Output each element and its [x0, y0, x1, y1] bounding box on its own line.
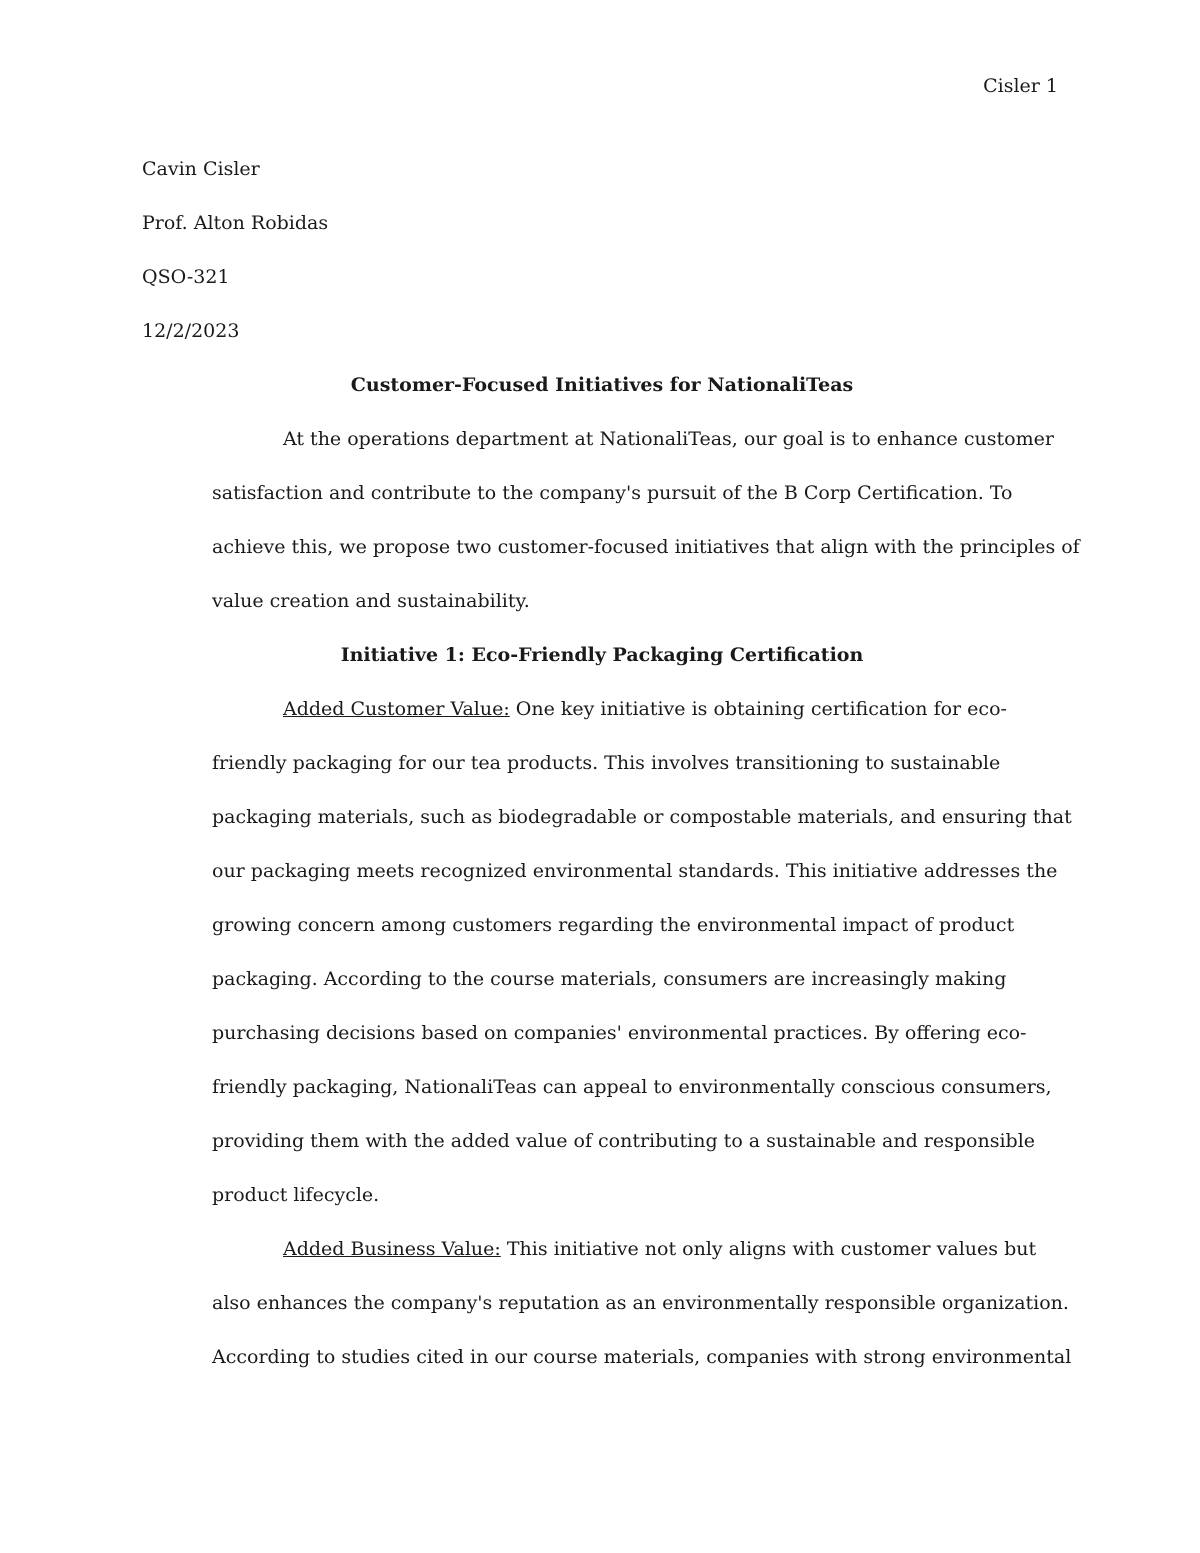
course-code: QSO-321: [142, 266, 230, 288]
student-name: Cavin Cisler: [142, 158, 260, 180]
paragraph-line: At the operations department at NationaliTeas, our goal is to enhance customer: [283, 428, 1054, 450]
paragraph-line: product lifecycle.: [212, 1184, 380, 1206]
paragraph-line: growing concern among customers regarding the environmental impact of product: [212, 914, 1015, 936]
professor-name: Prof. Alton Robidas: [142, 212, 329, 234]
paragraph-line: friendly packaging for our tea products. This involves transitioning to sustainable: [212, 752, 1001, 774]
paragraph-line: [212, 682, 1062, 736]
section-heading-initiative-1: Initiative 1: Eco-Friendly Packaging Certification: [340, 644, 864, 666]
business-value-label: Added Business Value:: [283, 1238, 501, 1260]
paragraph-line: According to studies cited in our course materials, companies with strong environmental: [212, 1346, 1072, 1368]
paragraph-line: providing them with the added value of contributing to a sustainable and responsible: [212, 1130, 1036, 1152]
paragraph-line: packaging. According to the course materials, consumers are increasingly making: [212, 968, 1007, 990]
customer-value-paragraph: [142, 682, 1072, 1222]
running-head: Cisler 1: [983, 75, 1058, 97]
customer-value-first-line: One key initiative is obtaining certification for eco-: [509, 698, 1007, 720]
submission-date: 12/2/2023: [142, 320, 240, 342]
paragraph-line: also enhances the company's reputation as an environmentally responsible organization.: [212, 1292, 1069, 1314]
intro-paragraph: [142, 412, 1080, 628]
business-value-first-line: This initiative not only aligns with customer values but: [500, 1238, 1037, 1260]
document-body: [142, 142, 1080, 1384]
paragraph-line: value creation and sustainability.: [212, 590, 530, 612]
paragraph-line: achieve this, we propose two customer-focused initiatives that align with the principles of: [212, 536, 1080, 558]
paragraph-line: purchasing decisions based on companies' environmental practices. By offering eco-: [212, 1022, 1027, 1044]
paragraph-line: friendly packaging, NationaliTeas can appeal to environmentally conscious consumers,: [212, 1076, 1052, 1098]
paper-title: Customer-Focused Initiatives for NationaliTeas: [350, 374, 854, 396]
business-value-paragraph: [142, 1222, 1072, 1384]
paragraph-line: packaging materials, such as biodegradable or compostable materials, and ensuring that: [212, 806, 1072, 828]
customer-value-label: Added Customer Value:: [283, 698, 510, 720]
paragraph-line: [212, 1222, 1062, 1276]
paragraph-line: satisfaction and contribute to the company's pursuit of the B Corp Certification. To: [212, 482, 1013, 504]
paragraph-line: our packaging meets recognized environmental standards. This initiative addresses the: [212, 860, 1058, 882]
